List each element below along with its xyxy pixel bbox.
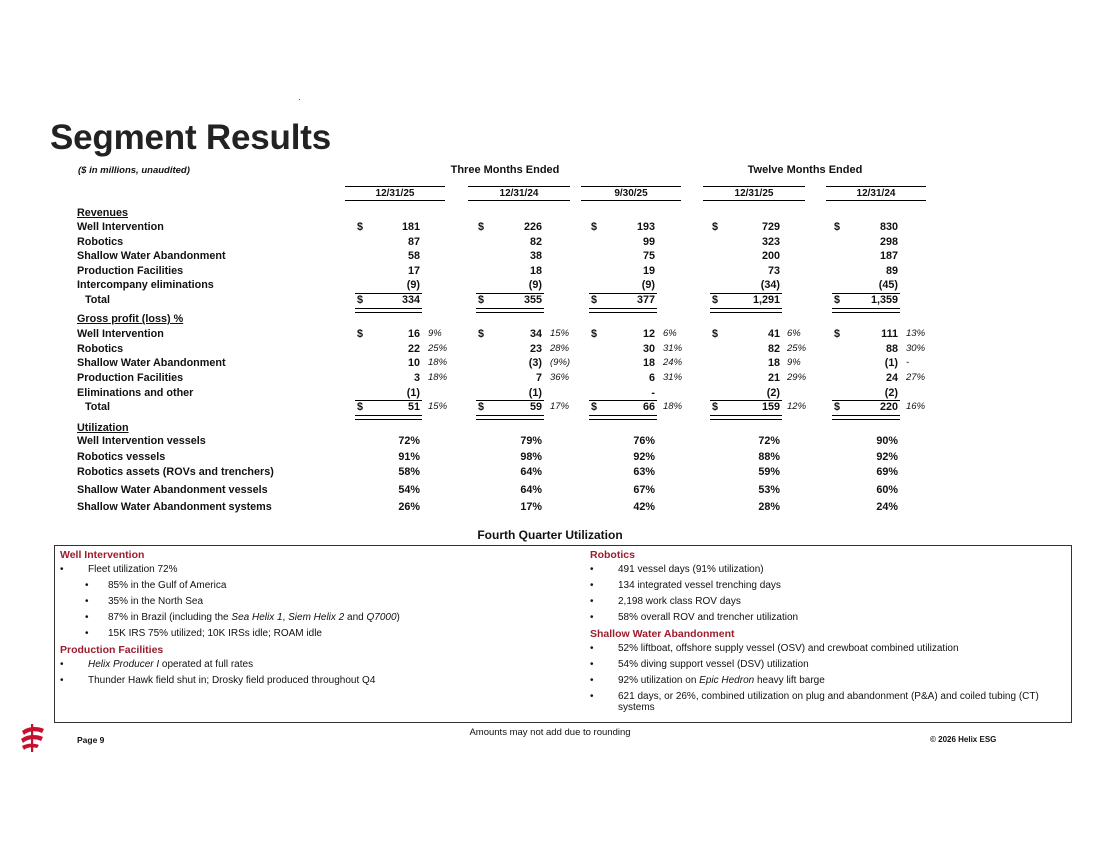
- cell-value: 22: [407, 342, 420, 355]
- cell-value: 64%: [520, 484, 542, 496]
- dollar-sign: $: [357, 328, 364, 340]
- row-label: Total: [85, 401, 110, 413]
- date-header: 12/31/24: [826, 186, 926, 201]
- cell-value: 830: [879, 221, 898, 233]
- row-label: Eliminations and other: [77, 386, 194, 399]
- robotics-heading: Robotics: [590, 549, 635, 561]
- cell-value: 98%: [520, 451, 542, 463]
- subtotal-line: [832, 400, 900, 401]
- row-label: Robotics: [77, 342, 124, 355]
- cell-value: 72%: [758, 435, 780, 447]
- total-double-line: [476, 415, 544, 420]
- cell-value: 12: [642, 328, 655, 340]
- cell-value: 23: [529, 342, 542, 355]
- cell-value: (9): [528, 279, 542, 291]
- list-item: • Fleet utilization 72%: [55, 564, 575, 576]
- list-item: • 491 vessel days (91% utilization): [585, 564, 1069, 576]
- list-item: • 92% utilization on Epic Hedron heavy lift barge: [585, 675, 1069, 687]
- cell-value: 6: [648, 372, 655, 385]
- page-title: Segment Results: [50, 118, 331, 157]
- cell-value: 18: [767, 357, 780, 370]
- row-label: Production Facilities: [77, 372, 184, 385]
- cell-value: 51: [407, 401, 420, 413]
- total-double-line: [710, 308, 782, 313]
- date-header: 12/31/24: [468, 186, 570, 201]
- cell-value: 42%: [633, 501, 655, 513]
- cell-percent: 9%: [428, 328, 442, 339]
- cell-percent: 29%: [787, 372, 807, 384]
- row-label: Well Intervention: [77, 221, 164, 233]
- cell-value: 58: [407, 250, 420, 262]
- table-row: [0, 451, 1100, 465]
- cell-value: 323: [761, 235, 780, 248]
- cell-percent: (9%): [550, 357, 571, 369]
- cell-percent: 25%: [428, 342, 448, 354]
- section-header: Revenues: [77, 207, 129, 219]
- cell-value: 193: [636, 221, 655, 233]
- cell-value: (45): [878, 279, 898, 291]
- dollar-sign: $: [357, 221, 364, 233]
- cell-value: 88%: [758, 451, 780, 463]
- cell-value: 64%: [520, 466, 542, 478]
- cell-percent: 13%: [906, 328, 926, 339]
- cell-value: 10: [407, 357, 420, 370]
- cell-value: 24: [885, 372, 898, 385]
- cell-value: 19: [642, 264, 655, 277]
- subtotal-line: [589, 400, 657, 401]
- cell-value: 89: [885, 264, 898, 277]
- cell-value: -: [651, 386, 655, 399]
- cell-percent: 30%: [906, 342, 926, 354]
- list-item: • 35% in the North Sea: [55, 596, 575, 608]
- dollar-sign: $: [712, 328, 719, 340]
- cell-value: 38: [529, 250, 542, 262]
- cell-value: (3): [528, 357, 542, 370]
- list-item: • 58% overall ROV and trencher utilization: [585, 612, 1069, 624]
- row-label: Shallow Water Abandonment systems: [77, 501, 272, 513]
- section-header-row: [0, 313, 1100, 327]
- cell-value: 30: [642, 342, 655, 355]
- section-header: Utilization: [77, 422, 129, 434]
- subtotal-line: [710, 293, 782, 294]
- cell-percent: 36%: [550, 372, 570, 384]
- well-intervention-heading: Well Intervention: [60, 549, 145, 561]
- cell-value: 729: [761, 221, 780, 233]
- cell-value: 63%: [633, 466, 655, 478]
- cell-value: 26%: [398, 501, 420, 513]
- cell-value: 69%: [876, 466, 898, 478]
- dollar-sign: $: [357, 401, 364, 413]
- cell-value: 41: [767, 328, 780, 340]
- cell-value: 75: [642, 250, 655, 262]
- cell-value: 79%: [520, 435, 542, 447]
- total-double-line: [832, 415, 900, 420]
- fourth-quarter-title: Fourth Quarter Utilization: [477, 528, 623, 542]
- cell-value: 1,359: [870, 294, 898, 306]
- cell-percent: 15%: [428, 401, 448, 412]
- table-row: [0, 501, 1100, 515]
- cell-value: 24%: [876, 501, 898, 513]
- cell-value: 92%: [633, 451, 655, 463]
- cell-value: 181: [401, 221, 420, 233]
- cell-value: 159: [761, 401, 780, 413]
- list-item: • 85% in the Gulf of America: [55, 580, 575, 592]
- total-double-line: [589, 415, 657, 420]
- cell-value: 28%: [758, 501, 780, 513]
- cell-percent: 9%: [787, 357, 801, 369]
- cell-percent: 31%: [663, 372, 683, 384]
- row-label: Shallow Water Abandonment vessels: [77, 484, 268, 496]
- fourth-quarter-box: [54, 545, 1072, 723]
- cell-percent: 18%: [663, 401, 683, 412]
- total-double-line: [355, 308, 422, 313]
- row-label: Well Intervention: [77, 328, 164, 340]
- dollar-sign: $: [478, 294, 485, 306]
- cell-value: 59: [529, 401, 542, 413]
- row-label: Production Facilities: [77, 264, 184, 277]
- table-row: [0, 221, 1100, 235]
- cell-value: 21: [767, 372, 780, 385]
- twelve-months-header: Twelve Months Ended: [747, 164, 863, 176]
- list-item: • 54% diving support vessel (DSV) utilization: [585, 659, 1069, 671]
- row-label: Well Intervention vessels: [77, 435, 206, 447]
- row-label: Total: [85, 294, 110, 306]
- cell-value: 187: [879, 250, 898, 262]
- cell-value: (2): [766, 386, 780, 399]
- section-header: Gross profit (loss) %: [77, 313, 184, 325]
- subtotal-line: [832, 293, 900, 294]
- total-double-line: [832, 308, 900, 313]
- cell-value: 66: [642, 401, 655, 413]
- dollar-sign: $: [712, 401, 719, 413]
- cell-value: (1): [528, 386, 542, 399]
- dollar-sign: $: [712, 294, 719, 306]
- stray-dot: [299, 99, 300, 100]
- cell-value: 7: [535, 372, 542, 385]
- table-row: [0, 484, 1100, 498]
- table-row: [0, 435, 1100, 449]
- cell-value: 200: [761, 250, 780, 262]
- total-double-line: [355, 415, 422, 420]
- dollar-sign: $: [591, 221, 598, 233]
- cell-value: 16: [407, 328, 420, 340]
- cell-value: 92%: [876, 451, 898, 463]
- cell-value: 91%: [398, 451, 420, 463]
- cell-percent: 16%: [906, 401, 926, 412]
- section-header-row: [0, 422, 1100, 436]
- cell-percent: 18%: [428, 372, 448, 384]
- cell-value: 82: [767, 342, 780, 355]
- left-column: [55, 548, 575, 691]
- table-row: [0, 328, 1100, 342]
- cell-value: 53%: [758, 484, 780, 496]
- cell-percent: 12%: [787, 401, 807, 412]
- dollar-sign: $: [591, 294, 598, 306]
- cell-percent: 28%: [550, 342, 570, 354]
- row-label: Robotics: [77, 235, 124, 248]
- section-header-row: [0, 207, 1100, 221]
- cell-value: 67%: [633, 484, 655, 496]
- total-double-line: [476, 308, 544, 313]
- list-item: • 134 integrated vessel trenching days: [585, 580, 1069, 592]
- list-item: • 52% liftboat, offshore supply vessel (OSV) and crewboat combined utilization: [585, 643, 1069, 655]
- cell-value: (9): [641, 279, 655, 291]
- cell-value: 34: [529, 328, 542, 340]
- cell-value: (1): [884, 357, 898, 370]
- list-item: • 87% in Brazil (including the Sea Helix 1, Siem Helix 2 and Q7000): [55, 612, 575, 624]
- subtotal-line: [355, 400, 422, 401]
- cell-value: 1,291: [752, 294, 780, 306]
- cell-value: 334: [401, 294, 420, 306]
- dollar-sign: $: [478, 328, 485, 340]
- cell-percent: 17%: [550, 401, 570, 412]
- list-item: • 621 days, or 26%, combined utilization on plug and abandonment (P&A) and coiled tubing (CT) systems: [585, 691, 1069, 713]
- cell-value: 17: [407, 264, 420, 277]
- dollar-sign: $: [591, 401, 598, 413]
- table-row: [0, 343, 1100, 357]
- dollar-sign: $: [591, 328, 598, 340]
- dollar-sign: $: [834, 328, 841, 340]
- cell-value: 99: [642, 235, 655, 248]
- cell-value: 17%: [520, 501, 542, 513]
- table-row: [0, 250, 1100, 264]
- cell-value: 73: [767, 264, 780, 277]
- cell-value: 18: [642, 357, 655, 370]
- list-item: • 15K IRS 75% utilized; 10K IRSs idle; ROAM idle: [55, 628, 575, 640]
- table-row: [0, 387, 1100, 401]
- cell-value: 298: [879, 235, 898, 248]
- dollar-sign: $: [834, 294, 841, 306]
- cell-percent: 15%: [550, 328, 570, 339]
- cell-value: (34): [760, 279, 780, 291]
- dollar-sign: $: [478, 401, 485, 413]
- list-item: • Thunder Hawk field shut in; Drosky field produced throughout Q4: [55, 675, 575, 687]
- swa-heading: Shallow Water Abandonment: [590, 628, 735, 640]
- subtotal-line: [589, 293, 657, 294]
- cell-value: (2): [884, 386, 898, 399]
- cell-percent: 25%: [787, 342, 807, 354]
- cell-value: 18: [529, 264, 542, 277]
- cell-value: 377: [636, 294, 655, 306]
- cell-value: 226: [523, 221, 542, 233]
- cell-value: 90%: [876, 435, 898, 447]
- cell-percent: 6%: [787, 328, 801, 339]
- rounding-note: Amounts may not add due to rounding: [469, 727, 631, 738]
- cell-value: 355: [523, 294, 542, 306]
- dollar-sign: $: [834, 401, 841, 413]
- cell-percent: 6%: [663, 328, 677, 339]
- copyright: © 2026 Helix ESG: [930, 735, 997, 744]
- subtotal-line: [476, 293, 544, 294]
- dollar-sign: $: [834, 221, 841, 233]
- cell-value: 82: [529, 235, 542, 248]
- cell-value: 58%: [398, 466, 420, 478]
- production-facilities-heading: Production Facilities: [60, 644, 164, 656]
- subtotal-line: [710, 400, 782, 401]
- row-label: Robotics vessels: [77, 451, 166, 463]
- table-row: [0, 265, 1100, 279]
- cell-percent: -: [906, 357, 910, 369]
- cell-value: (1): [406, 386, 420, 399]
- cell-value: 220: [879, 401, 898, 413]
- total-row: [0, 401, 1100, 415]
- page-number: Page 9: [77, 735, 105, 745]
- cell-value: 54%: [398, 484, 420, 496]
- units-note: ($ in millions, unaudited): [78, 165, 190, 176]
- total-double-line: [710, 415, 782, 420]
- list-item: • 2,198 work class ROV days: [585, 596, 1069, 608]
- cell-value: 72%: [398, 435, 420, 447]
- table-row: [0, 279, 1100, 293]
- date-header: 12/31/25: [703, 186, 805, 201]
- right-column: [585, 548, 1069, 713]
- cell-value: 87: [407, 235, 420, 248]
- row-label: Robotics assets (ROVs and trenchers): [77, 466, 274, 478]
- row-label: Shallow Water Abandonment: [77, 357, 226, 370]
- subtotal-line: [476, 400, 544, 401]
- cell-value: 59%: [758, 466, 780, 478]
- dollar-sign: $: [357, 294, 364, 306]
- dollar-sign: $: [478, 221, 485, 233]
- date-header: 9/30/25: [581, 186, 681, 201]
- row-label: Intercompany eliminations: [77, 279, 214, 291]
- cell-value: 3: [413, 372, 420, 385]
- row-label: Shallow Water Abandonment: [77, 250, 226, 262]
- dollar-sign: $: [712, 221, 719, 233]
- cell-value: 76%: [633, 435, 655, 447]
- date-header: 12/31/25: [345, 186, 445, 201]
- cell-value: 60%: [876, 484, 898, 496]
- cell-percent: 24%: [663, 357, 683, 369]
- subtotal-line: [355, 293, 422, 294]
- list-item: • Helix Producer I operated at full rates: [55, 659, 575, 671]
- cell-value: 88: [885, 342, 898, 355]
- table-row: [0, 236, 1100, 250]
- table-row: [0, 372, 1100, 386]
- cell-percent: 18%: [428, 357, 448, 369]
- cell-value: 111: [881, 328, 898, 340]
- table-row: [0, 357, 1100, 371]
- table-row: [0, 466, 1100, 480]
- total-double-line: [589, 308, 657, 313]
- cell-value: (9): [406, 279, 420, 291]
- total-row: [0, 294, 1100, 308]
- cell-percent: 27%: [906, 372, 926, 384]
- three-months-header: Three Months Ended: [450, 164, 560, 176]
- cell-percent: 31%: [663, 342, 683, 354]
